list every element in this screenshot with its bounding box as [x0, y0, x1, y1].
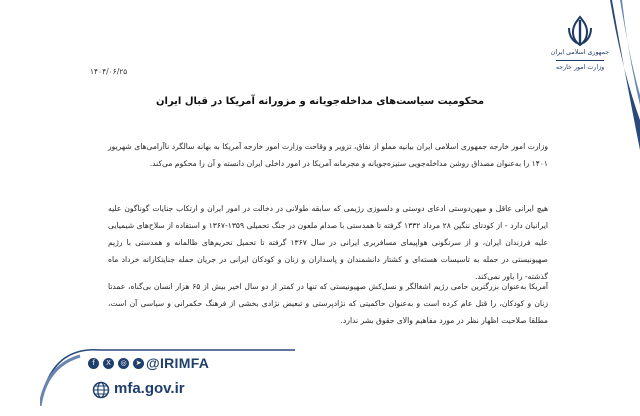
- emblem-divider: [556, 60, 604, 61]
- x-icon[interactable]: X: [103, 358, 114, 369]
- instagram-icon[interactable]: ◎: [118, 358, 129, 369]
- social-footer: [40, 336, 300, 406]
- emblem-country-text: جمهوری اسلامی ایران: [550, 49, 610, 56]
- facebook-icon[interactable]: f: [88, 358, 99, 369]
- document-title: محکومیت سیاست‌های مداخله‌جویانه و مزورانه آمریکا در قبال ایران: [155, 96, 485, 107]
- globe-icon: [92, 381, 110, 399]
- paragraph-3: آمریکا به‌عنوان بزرگترین حامی رژیم اشغالگر و نسل‌کش صهیونیستی که تنها در کمتر از دو سال اخیر بیش از ۶۵ هزار انسان بی‌گناه، عمدتا زنان و کودکان، را قتل عام کرده است و به‌عنوان حاکمیتی که نژادپرستی و تبعیض نژادی بخشی از فرهنگ حکمرانی و سیاسی آن است، مطلقا صلاحیت اظهار نظر در مورد مفاهیم والای حقوق بشر ندارد.: [108, 282, 548, 325]
- social-handle[interactable]: @IRIMFA: [146, 355, 210, 371]
- iran-emblem-icon: [565, 14, 595, 48]
- emblem-ministry-text: وزارت امور خارجه: [555, 64, 605, 71]
- paragraph-1: وزارت امور خارجه جمهوری اسلامی ایران بیانیه مملو از نفاق، تزویر و وقاحت وزارت امور خارجه آمریکا به بهانه سالگرد ناآرامی‌های شهریور ۱۴۰۱ را به‌عنوان مصداق روشن مداخله‌جویی ستیزه‌جویانه و مجرمانه آمریکا در امور داخلی ایران دانسته و آن را محکوم می‌کند.: [108, 142, 548, 168]
- ministry-emblem: [542, 14, 618, 106]
- telegram-icon[interactable]: ➤: [133, 358, 144, 369]
- paragraph-2: هیچ ایرانی عاقل و میهن‌دوستی ادعای دوستی و دلسوزی رژیمی که سابقه طولانی در دخالت در امور ایران و ارتکاب جنایات گوناگون علیه ایرانیان دارد - از کودتای ننگین ۲۸ مرداد ۱۳۳۲ گرفته تا همدستی با صدام ملعون در جنگ تحمیلی ۱۳۵۹-۱۳۶۷ و استفاده از سلاح‌های شیمیایی علیه فرزندان ایران، و از سرنگونی هواپیمای مسافربری ایرانی در سال ۱۳۶۷ گرفته تا تحمیل تحریم‌های ظالمانه و همدستی با رژیم صهیونیستی در حمله به تاسیسات هسته‌ای و کشتار دانشمندان و پاسداران و زنان و کودکان ایرانی در جریان حمله جنایتکارانه خرداد ماه گذشته- را باور نمی‌کند.: [108, 204, 548, 281]
- document-date: ۱۴۰۴/۰۶/۲۵: [90, 67, 128, 76]
- website-link[interactable]: mfa.gov.ir: [114, 380, 185, 397]
